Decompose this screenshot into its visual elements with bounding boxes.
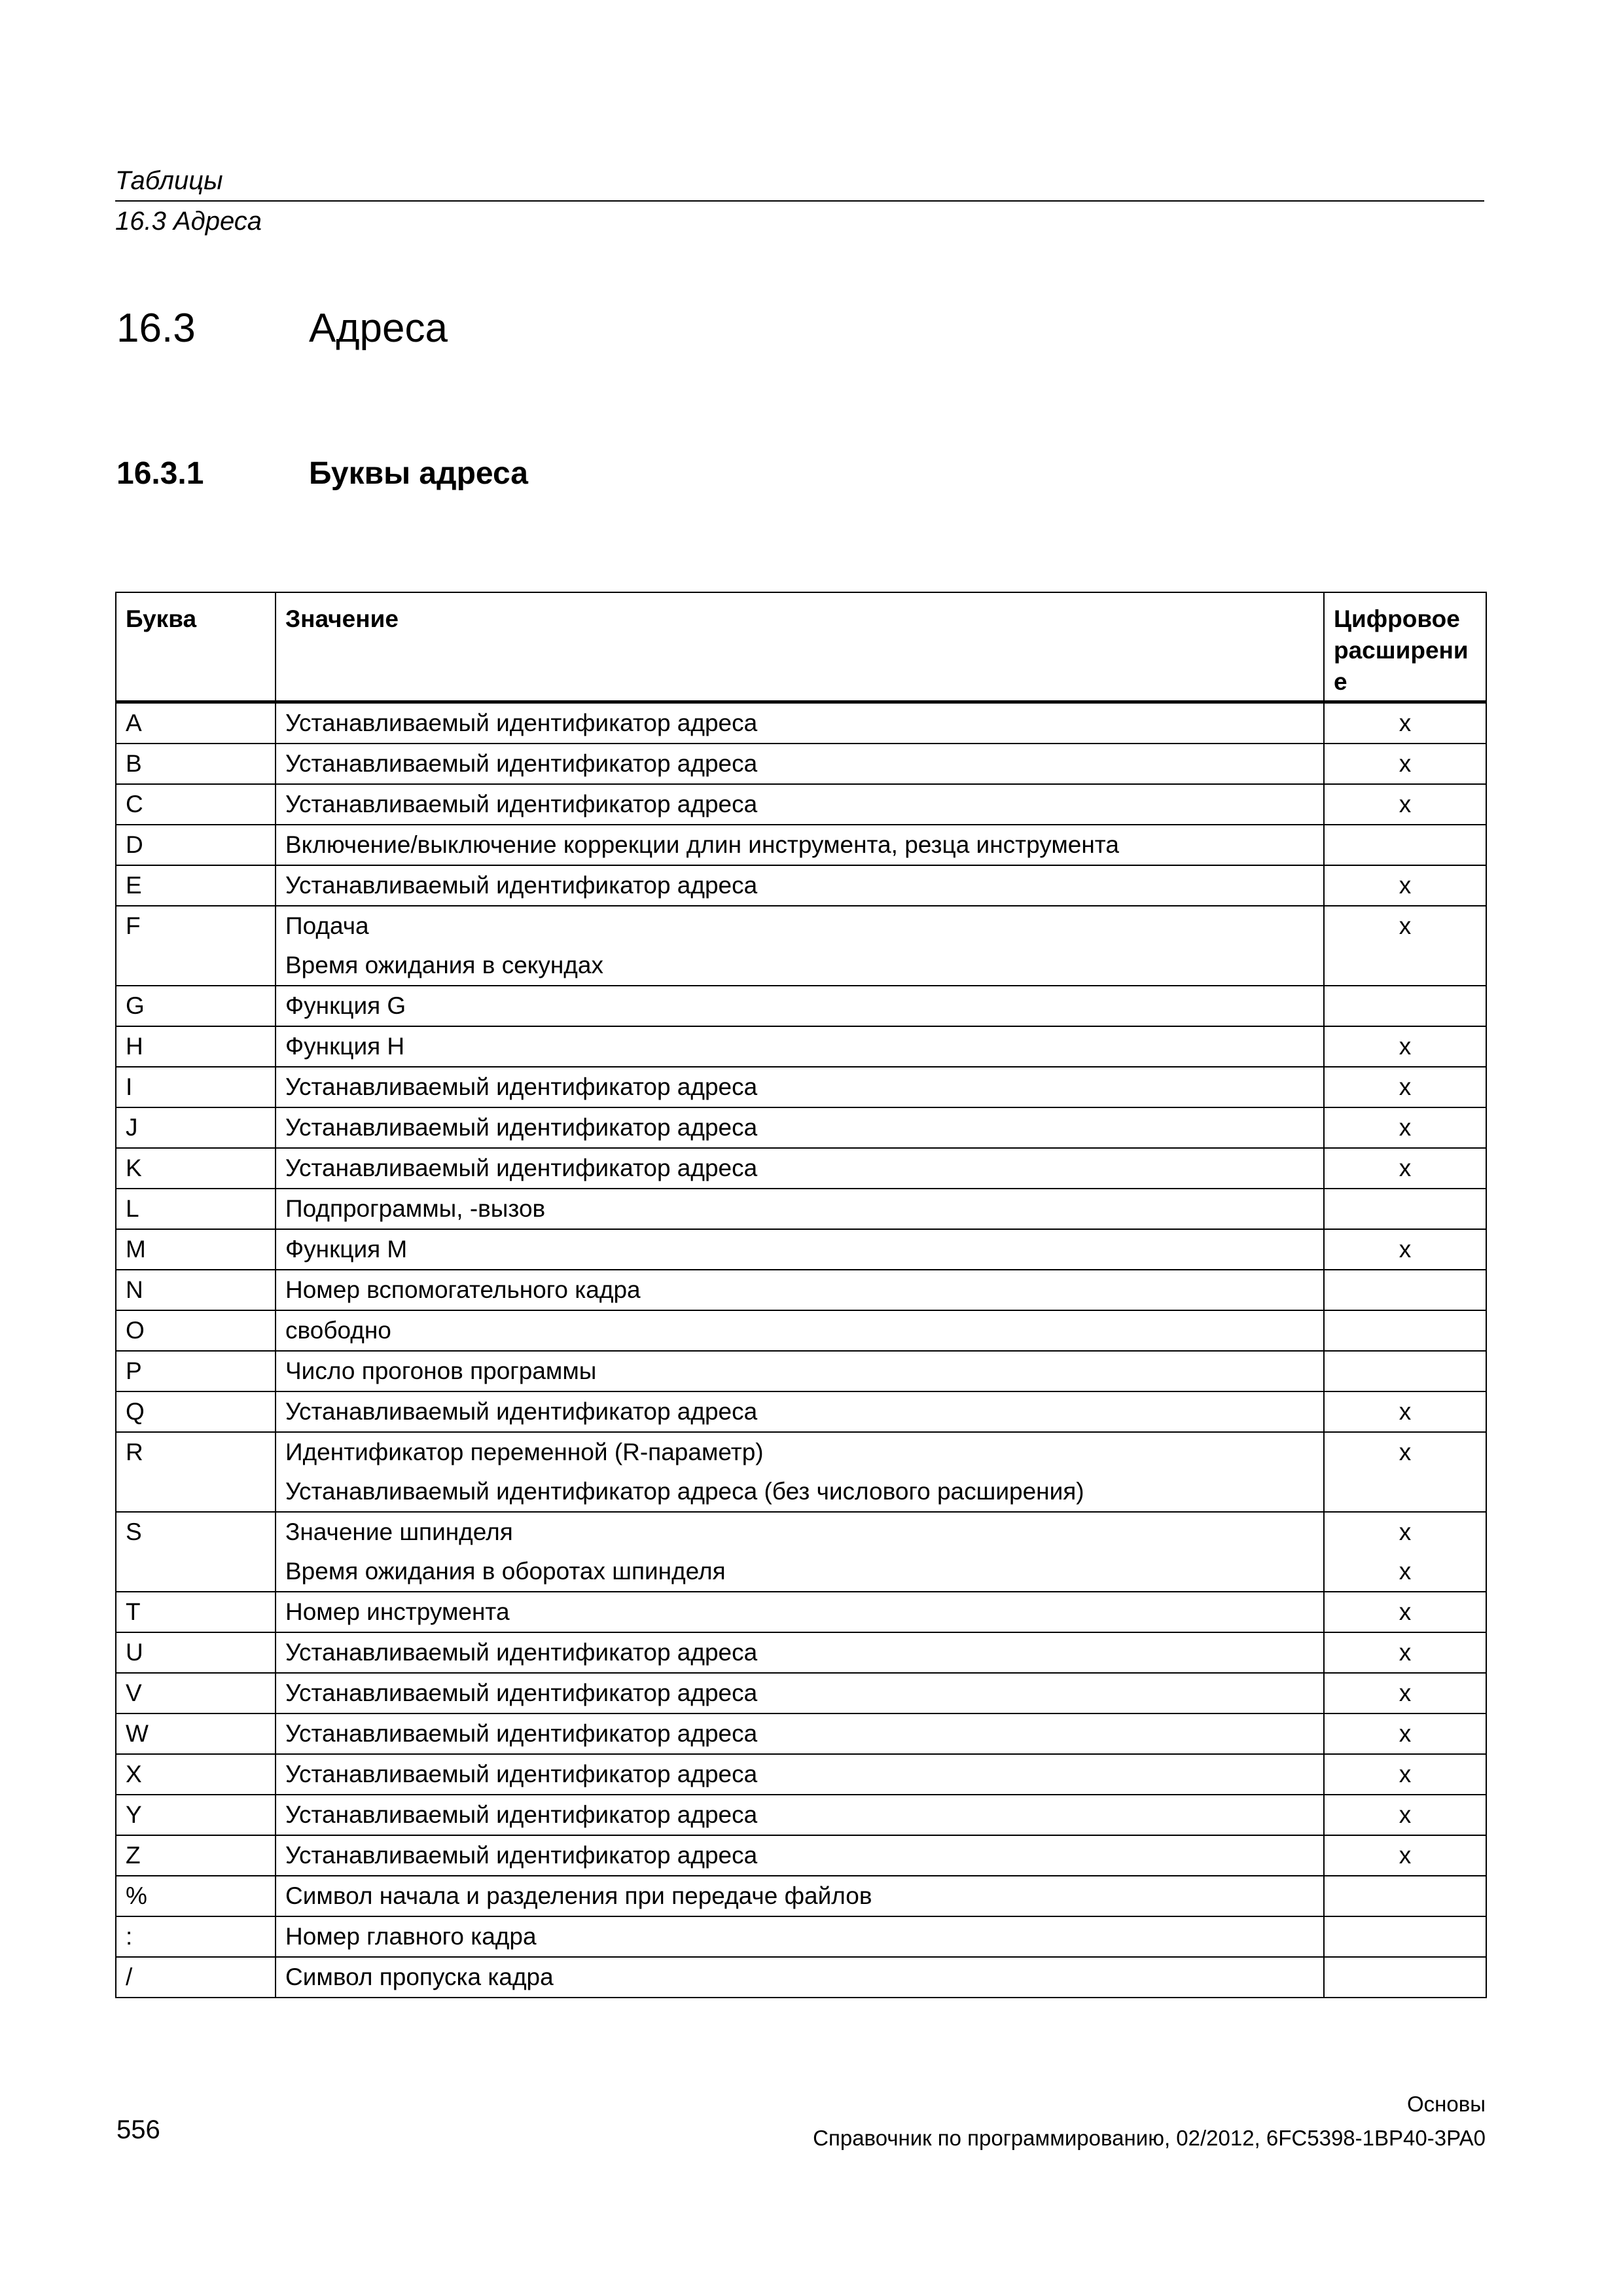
letter-cell: : [116, 1916, 276, 1957]
extension-cell [1324, 1351, 1486, 1391]
letter-cell: H [116, 1026, 276, 1067]
letter-cell: R [116, 1432, 276, 1512]
meaning-line: Символ пропуска кадра [285, 1964, 554, 1990]
meaning-cell [276, 744, 1324, 784]
table-row [116, 1592, 1486, 1632]
extension-cell [1324, 784, 1486, 825]
extension-cell [1324, 702, 1486, 744]
table-row [116, 1512, 1486, 1592]
column-header-extension-line: расширени [1334, 637, 1469, 664]
letter-cell: X [116, 1754, 276, 1795]
table-row [116, 1432, 1486, 1512]
extension-mark: x [1399, 1398, 1412, 1425]
meaning-line: Функция H [285, 1033, 405, 1060]
meaning-cell [276, 1310, 1324, 1351]
table-row [116, 1351, 1486, 1391]
letter-cell: N [116, 1270, 276, 1310]
meaning-line: Функция M [285, 1236, 408, 1263]
letter-cell: K [116, 1148, 276, 1189]
letter-cell: Y [116, 1795, 276, 1835]
letter-cell: D [116, 825, 276, 865]
heading-2-title: Буквы адреса [309, 456, 528, 491]
letter-cell: Q [116, 1391, 276, 1432]
letter-cell: V [116, 1673, 276, 1713]
table-header-row [116, 592, 1486, 702]
meaning-line: Номер вспомогательного кадра [285, 1276, 641, 1303]
letter-cell: Z [116, 1835, 276, 1876]
meaning-cell [276, 1391, 1324, 1432]
extension-cell [1324, 1148, 1486, 1189]
extension-mark: x [1399, 872, 1412, 899]
table-row [116, 1835, 1486, 1876]
extension-cell [1324, 1754, 1486, 1795]
letter-cell: T [116, 1592, 276, 1632]
meaning-cell [276, 1512, 1324, 1592]
extension-cell [1324, 986, 1486, 1026]
meaning-cell [276, 1229, 1324, 1270]
table-row [116, 1916, 1486, 1957]
table-body [116, 702, 1486, 1998]
meaning-cell [276, 784, 1324, 825]
extension-cell [1324, 1391, 1486, 1432]
chapter-title: Таблицы [115, 166, 223, 195]
table-row [116, 1067, 1486, 1107]
heading-1 [116, 305, 448, 351]
column-header-meaning: Значение [276, 592, 1324, 702]
meaning-line: Время ожидания в оборотах шпинделя [285, 1558, 726, 1585]
extension-mark: x [1399, 912, 1412, 939]
table-row [116, 744, 1486, 784]
meaning-cell [276, 1916, 1324, 1957]
meaning-line: Номер инструмента [285, 1598, 510, 1625]
letter-cell: I [116, 1067, 276, 1107]
meaning-line: Значение шпинделя [285, 1518, 513, 1545]
extension-cell [1324, 1632, 1486, 1673]
meaning-line: Число прогонов программы [285, 1357, 597, 1384]
extension-mark: x [1399, 1720, 1412, 1747]
extension-mark: x [1399, 1801, 1412, 1828]
column-header-extension-line: е [1334, 668, 1347, 695]
meaning-line: Устанавливаемый идентификатор адреса [285, 750, 758, 777]
letter-cell: A [116, 702, 276, 744]
meaning-line: Устанавливаемый идентификатор адреса [285, 1720, 758, 1747]
extension-cell [1324, 1957, 1486, 1998]
letter-cell: O [116, 1310, 276, 1351]
table-row [116, 1310, 1486, 1351]
meaning-line: Устанавливаемый идентификатор адреса [285, 1842, 758, 1869]
page-number: 556 [116, 2115, 160, 2144]
extension-mark: x [1399, 1598, 1412, 1625]
extension-mark [1334, 986, 1476, 1026]
heading-1-title: Адреса [309, 306, 448, 351]
extension-mark [1334, 1352, 1476, 1391]
meaning-line: Устанавливаемый идентификатор адреса [285, 1398, 758, 1425]
table-row [116, 1957, 1486, 1998]
extension-cell [1324, 1592, 1486, 1632]
meaning-cell [276, 1107, 1324, 1148]
meaning-line: Включение/выключение коррекции длин инструмента, резца инструмента [285, 831, 1119, 858]
footer-book-title: Основы [1407, 2092, 1486, 2116]
meaning-line: свободно [285, 1317, 391, 1344]
meaning-cell [276, 1835, 1324, 1876]
extension-mark: x [1399, 1439, 1412, 1465]
table-row [116, 986, 1486, 1026]
table-row [116, 1189, 1486, 1229]
extension-cell [1324, 825, 1486, 865]
table-row [116, 1632, 1486, 1673]
extension-cell [1324, 1270, 1486, 1310]
meaning-cell [276, 1876, 1324, 1916]
table-row [116, 1026, 1486, 1067]
extension-cell [1324, 1512, 1486, 1592]
table-row [116, 1107, 1486, 1148]
extension-cell [1324, 1189, 1486, 1229]
extension-cell [1324, 1835, 1486, 1876]
extension-mark [1334, 1311, 1476, 1350]
meaning-line: Устанавливаемый идентификатор адреса [285, 1761, 758, 1787]
meaning-cell [276, 1592, 1324, 1632]
extension-cell [1324, 1229, 1486, 1270]
letter-cell: U [116, 1632, 276, 1673]
meaning-line: Устанавливаемый идентификатор адреса [285, 1073, 758, 1100]
meaning-cell [276, 865, 1324, 906]
footer-manual-info: Справочник по программированию, 02/2012, 6FC5398-1BP40-3PA0 [813, 2126, 1486, 2150]
meaning-cell [276, 986, 1324, 1026]
extension-cell [1324, 1795, 1486, 1835]
letter-cell: J [116, 1107, 276, 1148]
extension-cell [1324, 865, 1486, 906]
table-row [116, 865, 1486, 906]
extension-mark [1334, 1876, 1476, 1916]
extension-cell [1324, 1876, 1486, 1916]
meaning-cell [276, 1754, 1324, 1795]
table-row [116, 1391, 1486, 1432]
meaning-cell [276, 1795, 1324, 1835]
meaning-cell [276, 1432, 1324, 1512]
header-divider [115, 200, 1484, 202]
letter-cell: S [116, 1512, 276, 1592]
extension-cell [1324, 1026, 1486, 1067]
extension-mark [1334, 1189, 1476, 1229]
meaning-cell [276, 1189, 1324, 1229]
meaning-line: Подача [285, 912, 369, 939]
heading-2 [116, 456, 528, 492]
meaning-cell [276, 1270, 1324, 1310]
meaning-cell [276, 1713, 1324, 1754]
letter-cell: P [116, 1351, 276, 1391]
column-header-extension [1324, 592, 1486, 702]
table-row [116, 1229, 1486, 1270]
extension-mark [1334, 1270, 1476, 1310]
letter-cell: / [116, 1957, 276, 1998]
meaning-line: Устанавливаемый идентификатор адреса [285, 1801, 758, 1828]
table-row [116, 1673, 1486, 1713]
extension-mark: x [1399, 1114, 1412, 1141]
meaning-line: Устанавливаемый идентификатор адреса [285, 1155, 758, 1181]
table-row [116, 702, 1486, 744]
extension-cell [1324, 1713, 1486, 1754]
extension-cell [1324, 906, 1486, 986]
meaning-line: Идентификатор переменной (R-параметр) [285, 1439, 764, 1465]
extension-mark: x [1399, 1842, 1412, 1869]
meaning-cell [276, 825, 1324, 865]
extension-mark: x [1399, 1679, 1412, 1706]
extension-mark: x [1399, 709, 1412, 736]
running-header [115, 162, 1484, 240]
extension-cell [1324, 1107, 1486, 1148]
meaning-cell [276, 1632, 1324, 1673]
table-row [116, 1754, 1486, 1795]
table-row [116, 1148, 1486, 1189]
column-header-extension-line: Цифровое [1334, 605, 1460, 632]
extension-mark: x [1399, 1033, 1412, 1060]
meaning-line: Устанавливаемый идентификатор адреса [285, 1114, 758, 1141]
meaning-cell [276, 1957, 1324, 1998]
meaning-line: Устанавливаемый идентификатор адреса [285, 791, 758, 817]
meaning-line: Номер главного кадра [285, 1923, 537, 1950]
extension-cell [1324, 744, 1486, 784]
column-header-extension-text [1334, 603, 1476, 698]
letter-cell: L [116, 1189, 276, 1229]
extension-mark: x [1399, 750, 1412, 777]
letter-cell: % [116, 1876, 276, 1916]
letter-cell: F [116, 906, 276, 986]
extension-cell [1324, 1673, 1486, 1713]
table-row [116, 1876, 1486, 1916]
letter-cell: B [116, 744, 276, 784]
meaning-line: Подпрограммы, -вызов [285, 1195, 546, 1222]
letter-cell: M [116, 1229, 276, 1270]
extension-mark: x [1399, 1639, 1412, 1666]
meaning-line: Устанавливаемый идентификатор адреса [285, 872, 758, 899]
letter-cell: C [116, 784, 276, 825]
meaning-cell [276, 1673, 1324, 1713]
meaning-line: Устанавливаемый идентификатор адреса [285, 1679, 758, 1706]
extension-mark: x [1399, 1558, 1412, 1585]
heading-1-number: 16.3 [116, 306, 196, 351]
extension-cell [1324, 1067, 1486, 1107]
extension-mark: x [1399, 1155, 1412, 1181]
letter-cell: G [116, 986, 276, 1026]
extension-mark: x [1399, 1236, 1412, 1263]
extension-mark: x [1399, 1518, 1412, 1545]
extension-mark: x [1399, 1761, 1412, 1787]
table-row [116, 1713, 1486, 1754]
meaning-cell [276, 906, 1324, 986]
extension-mark [1334, 825, 1476, 865]
extension-mark [1334, 1917, 1476, 1956]
letter-cell: E [116, 865, 276, 906]
letter-cell: W [116, 1713, 276, 1754]
meaning-cell [276, 1067, 1324, 1107]
extension-mark: x [1399, 1073, 1412, 1100]
extension-mark [1334, 1958, 1476, 1997]
meaning-line: Устанавливаемый идентификатор адреса (без числового расширения) [285, 1478, 1084, 1505]
column-header-letter: Буква [116, 592, 276, 702]
extension-mark: x [1399, 791, 1412, 817]
meaning-line: Устанавливаемый идентификатор адреса [285, 1639, 758, 1666]
table-row [116, 784, 1486, 825]
extension-cell [1324, 1310, 1486, 1351]
extension-cell [1324, 1916, 1486, 1957]
meaning-line: Функция G [285, 992, 406, 1019]
meaning-cell [276, 1351, 1324, 1391]
table-row [116, 1795, 1486, 1835]
meaning-line: Символ начала и разделения при передаче файлов [285, 1882, 872, 1909]
address-letters-table [115, 592, 1487, 1998]
section-title: 16.3 Адреса [115, 207, 262, 236]
extension-cell [1324, 1432, 1486, 1512]
meaning-cell [276, 1148, 1324, 1189]
meaning-cell [276, 702, 1324, 744]
table-row [116, 825, 1486, 865]
table-row [116, 1270, 1486, 1310]
meaning-cell [276, 1026, 1324, 1067]
meaning-line: Устанавливаемый идентификатор адреса [285, 709, 758, 736]
heading-2-number: 16.3.1 [116, 456, 204, 491]
table-row [116, 906, 1486, 986]
meaning-line: Время ожидания в секундах [285, 952, 603, 978]
